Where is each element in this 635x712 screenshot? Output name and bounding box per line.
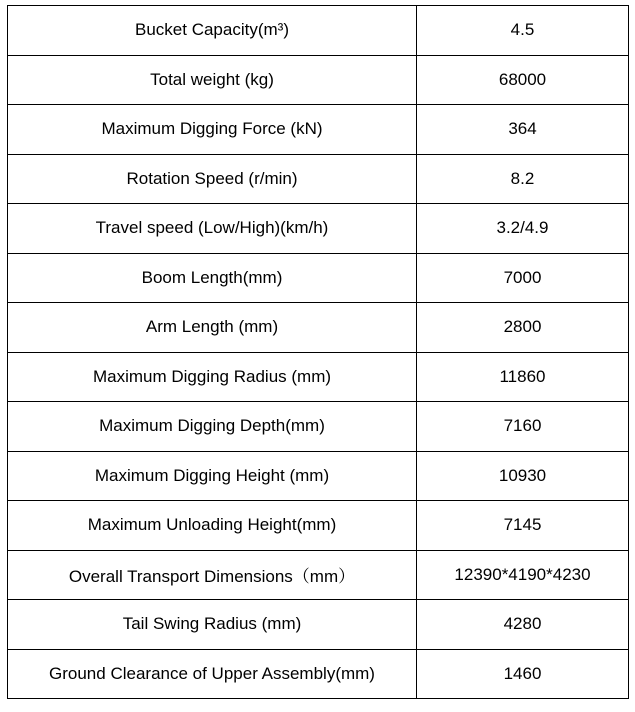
spec-table	[7, 5, 629, 699]
spec-label: Ground Clearance of Upper Assembly(mm)	[8, 649, 417, 699]
table-row	[8, 6, 629, 56]
spec-label: Maximum Digging Radius (mm)	[8, 352, 417, 402]
spec-value: 2800	[417, 303, 629, 353]
spec-value: 10930	[417, 451, 629, 501]
spec-value: 12390*4190*4230	[417, 550, 629, 600]
spec-value: 1460	[417, 649, 629, 699]
spec-label: Maximum Digging Height (mm)	[8, 451, 417, 501]
table-row	[8, 105, 629, 155]
spec-label: Maximum Digging Depth(mm)	[8, 402, 417, 452]
table-row	[8, 501, 629, 551]
spec-value: 364	[417, 105, 629, 155]
spec-value: 7145	[417, 501, 629, 551]
table-row	[8, 402, 629, 452]
spec-value: 7000	[417, 253, 629, 303]
spec-value: 68000	[417, 55, 629, 105]
spec-label: Overall Transport Dimensions（mm）	[8, 550, 417, 600]
table-row	[8, 204, 629, 254]
spec-label: Boom Length(mm)	[8, 253, 417, 303]
table-row	[8, 550, 629, 600]
spec-value: 8.2	[417, 154, 629, 204]
spec-label: Rotation Speed (r/min)	[8, 154, 417, 204]
spec-value: 3.2/4.9	[417, 204, 629, 254]
spec-value: 7160	[417, 402, 629, 452]
spec-label: Maximum Digging Force (kN)	[8, 105, 417, 155]
spec-label: Travel speed (Low/High)(km/h)	[8, 204, 417, 254]
table-row	[8, 55, 629, 105]
table-row	[8, 600, 629, 650]
table-row	[8, 451, 629, 501]
spec-value: 4.5	[417, 6, 629, 56]
spec-value: 4280	[417, 600, 629, 650]
spec-value: 11860	[417, 352, 629, 402]
spec-label: Tail Swing Radius (mm)	[8, 600, 417, 650]
spec-label: Bucket Capacity(m³)	[8, 6, 417, 56]
spec-label: Arm Length (mm)	[8, 303, 417, 353]
table-row	[8, 154, 629, 204]
spec-label: Total weight (kg)	[8, 55, 417, 105]
table-row	[8, 649, 629, 699]
table-row	[8, 352, 629, 402]
spec-label: Maximum Unloading Height(mm)	[8, 501, 417, 551]
table-row	[8, 253, 629, 303]
table-row	[8, 303, 629, 353]
